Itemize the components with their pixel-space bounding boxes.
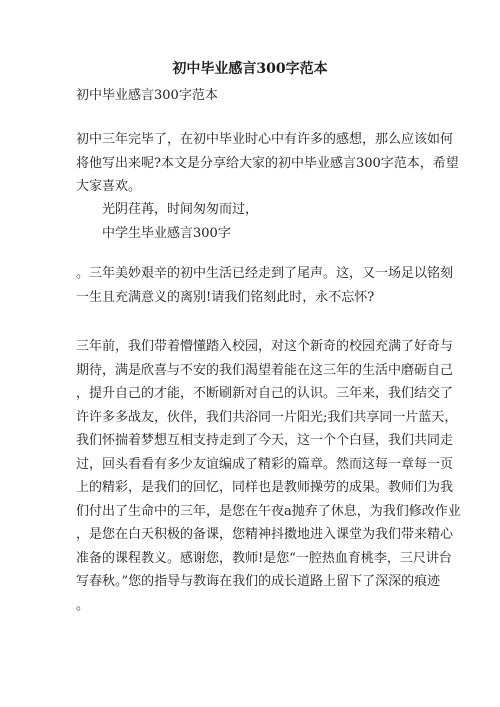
text-line: ，提升自己的才能，不断刷新对自己的认识。三年来，我们结交了 <box>76 386 454 401</box>
text-line: 上的精彩，是我们的回忆，同样也是教师操劳的成果。教师们为我 <box>76 480 454 495</box>
text-line: 许许多多战友，伙伴，我们共浴同一片阳光;我们共享同一片蓝天， <box>76 409 458 425</box>
text-line: 大家喜欢。 <box>76 179 142 194</box>
indented-lines <box>76 198 426 245</box>
text-line: 们付出了生命中的三年，是您在午夜a抛弃了休息，为我们修改作业 <box>76 503 461 519</box>
text-line: 一生且充满意义的离别!请我们铭刻此时，永不忘怀? <box>76 289 375 305</box>
intro-paragraph <box>76 128 459 199</box>
text-line: 中学生毕业感言300字 <box>102 225 231 241</box>
text-line: 三年前，我们带着懵懂踏入校园，对这个新奇的校园充满了好奇与 <box>76 339 454 354</box>
text-line: 期待，满是欣喜与不安的我们渴望着能在这三年的生活中磨砺自己 <box>76 362 454 378</box>
page-title: 初中毕业感言300字范本 <box>172 61 328 77</box>
text-line: 准备的课程教义。感谢您，教师!是您“一腔热血育桃李，三尺讲台 <box>76 550 452 566</box>
text-line: 将他写出来呢?本文是分享给大家的初中毕业感言300字范本，希望 <box>76 155 459 171</box>
body-paragraph-two <box>76 335 461 617</box>
page-subtitle: 初中毕业感言300字范本 <box>76 88 218 103</box>
text-line: 初中三年完毕了，在初中毕业时心中有许多的感想，那么应该如何 <box>76 132 454 147</box>
text-line: 我们怀揣着梦想互相支持走到了今天，这一个个白昼，我们共同走 <box>76 433 454 448</box>
text-line: 。三年美妙艰辛的初中生活已经走到了尾声。这，又一场足以铭刻 <box>76 266 454 281</box>
text-line: 。 <box>76 597 90 613</box>
text-line: 光阴荏苒，时间匆匆而过， <box>102 202 259 217</box>
text-line: 写春秋。”您的指导与教诲在我们的成长道路上留下了深深的痕迹 <box>76 574 441 589</box>
body-paragraph-one <box>76 262 454 309</box>
text-line: ，是您在白天积极的备课，您精神抖擞地进入课堂为我们带来精心 <box>76 527 454 542</box>
text-line: 过，回头看看有多少友谊编成了精彩的篇章。然而这每一章每一页 <box>76 456 454 472</box>
